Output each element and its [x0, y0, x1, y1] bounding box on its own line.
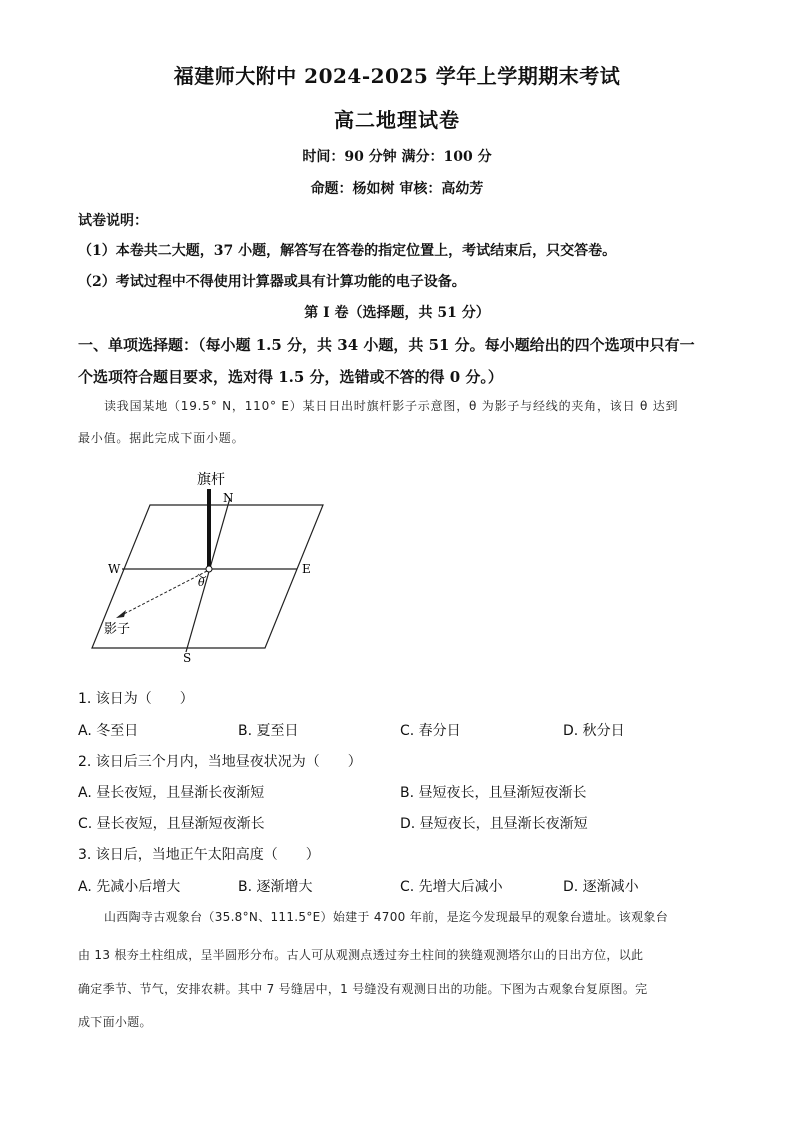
question-3-option-d: D. 逐渐减小 — [563, 879, 639, 895]
label-theta: θ — [198, 576, 205, 589]
instruction-item-1: （1）本卷共二大题，37 小题，解答写在答卷的指定位置上，考试结束后，只交答卷。 — [78, 243, 617, 259]
exam-subtitle: 高二地理试卷 — [334, 108, 460, 132]
time-score-line: 时间：90 分钟 满分：100 分 — [302, 149, 492, 165]
label-west: W — [108, 562, 121, 576]
shadow-line — [120, 571, 207, 616]
passage1-line2: 最小值。据此完成下面小题。 — [78, 431, 245, 445]
question-2-stem: 2. 该日后三个月内，当地昼夜状况为（ ） — [78, 754, 362, 770]
exam-title: 福建师大附中 2024-2025 学年上学期期末考试 — [173, 64, 621, 88]
question-1-option-b: B. 夏至日 — [238, 723, 299, 739]
passage2-line4: 成下面小题。 — [78, 1015, 152, 1029]
label-pole: 旗杆 — [197, 472, 225, 488]
question-2-option-c: C. 昼长夜短，且昼渐短夜渐长 — [78, 816, 265, 832]
label-shadow: 影子 — [104, 622, 131, 637]
question-1-option-d: D. 秋分日 — [563, 723, 625, 739]
question-1-stem: 1. 该日为（ ） — [78, 691, 194, 707]
question-3-stem: 3. 该日后，当地正午太阳高度（ ） — [78, 847, 320, 863]
author-line: 命题：杨如树 审核：高幼芳 — [310, 181, 484, 197]
instruction-item-2: （2）考试过程中不得使用计算器或具有计算功能的电子设备。 — [78, 274, 466, 290]
passage2-line2: 由 13 根夯土柱组成，呈半圆形分布。古人可从观测点透过夯土柱间的狭缝观测塔尔山的日出方位，以此 — [78, 948, 644, 962]
question-3-option-c: C. 先增大后减小 — [400, 879, 503, 895]
question-1-option-c: C. 春分日 — [400, 723, 461, 739]
question-3-option-a: A. 先减小后增大 — [78, 879, 181, 895]
label-north: N — [223, 491, 234, 505]
question-2-option-b: B. 昼短夜长，且昼渐短夜渐长 — [400, 785, 587, 801]
question-3-option-b: B. 逐渐增大 — [238, 879, 313, 895]
section-instruction-line1: 一、单项选择题：（每小题 1.5 分，共 34 小题，共 51 分。每小题给出的四个选项中只有一 — [78, 336, 695, 354]
label-south: S — [183, 651, 192, 665]
question-2-option-d: D. 昼短夜长，且昼渐长夜渐短 — [400, 816, 588, 832]
passage2-line3: 确定季节、节气，安排农耕。其中 7 号缝居中，1 号缝没有观测日出的功能。下图为古观象台复原图。完 — [78, 982, 648, 996]
shadow-arrowhead — [116, 610, 126, 618]
instructions-heading: 试卷说明： — [78, 213, 148, 229]
question-1-option-a: A. 冬至日 — [78, 723, 139, 739]
part1-heading: 第 I 卷（选择题，共 51 分） — [304, 305, 490, 321]
passage2-line1: 山西陶寺古观象台（35.8°N、111.5°E）始建于 4700 年前，是迄今发现最早的观象台遗址。该观象台 — [104, 910, 669, 924]
flagpole-shadow-diagram — [80, 462, 340, 672]
label-east: E — [302, 562, 311, 576]
section-instruction-line2: 个选项符合题目要求，选对得 1.5 分，选错或不答的得 0 分。） — [78, 368, 503, 386]
question-2-option-a: A. 昼长夜短，且昼渐长夜渐短 — [78, 785, 265, 801]
passage1-line1: 读我国某地（19.5° N，110° E）某日日出时旗杆影子示意图，θ 为影子与经线的夹角，该日 θ 达到 — [104, 399, 679, 413]
